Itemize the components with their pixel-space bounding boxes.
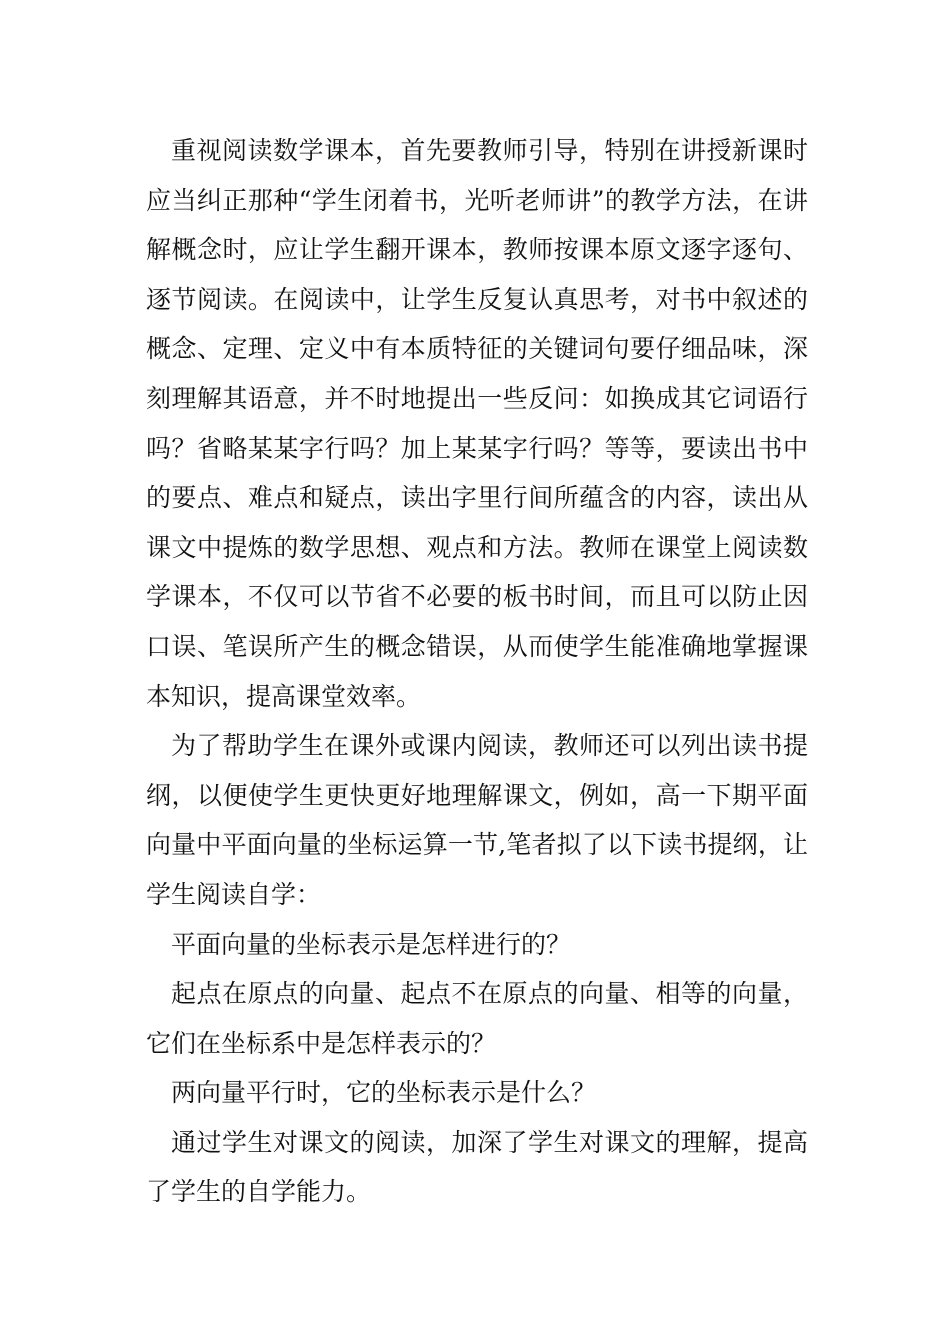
paragraph-conclusion: 通过学生对课文的阅读，加深了学生对课文的理解，提高了学生的自学能力。: [146, 1127, 808, 1207]
paragraph-reading-outline: 为了帮助学生在课外或课内阅读，教师还可以列出读书提纲，以便使学生更快更好地理解课文，例如，高一下期平面向量中平面向量的坐标运算一节,笔者拟了以下读书提纲，让学生阅读自学：: [146, 731, 808, 909]
paragraph-reading-textbook: 重视阅读数学课本，首先要教师引导，特别在讲授新课时应当纠正那种“学生闭着书，光听老师讲”的教学方法，在讲解概念时，应让学生翻开课本，教师按课本原文逐字逐句、逐节阅读。在阅读中，让学生反复认真思考，对书中叙述的概念、定理、定义中有本质特征的关键词句要仔细品味，深刻理解其语意，并不时地提出一些反问：如换成其它词语行吗？省略某某字行吗？加上某某字行吗？等等，要读出书中的要点、难点和疑点，读出字里行间所蕴含的内容，读出从课文中提炼的数学思想、观点和方法。教师在课堂上阅读数学课本，不仅可以节省不必要的板书时间，而且可以防止因口误、笔误所产生的概念错误，从而使学生能准确地掌握课本知识，提高课堂效率。: [146, 136, 808, 711]
paragraph-question-1: 平面向量的坐标表示是怎样进行的？: [171, 929, 572, 959]
document-body: [146, 126, 808, 1217]
paragraph-question-2: 起点在原点的向量、起点不在原点的向量、相等的向量，它们在坐标系中是怎样表示的？: [146, 979, 808, 1058]
paragraph-question-3: 两向量平行时，它的坐标表示是什么？: [171, 1078, 597, 1108]
